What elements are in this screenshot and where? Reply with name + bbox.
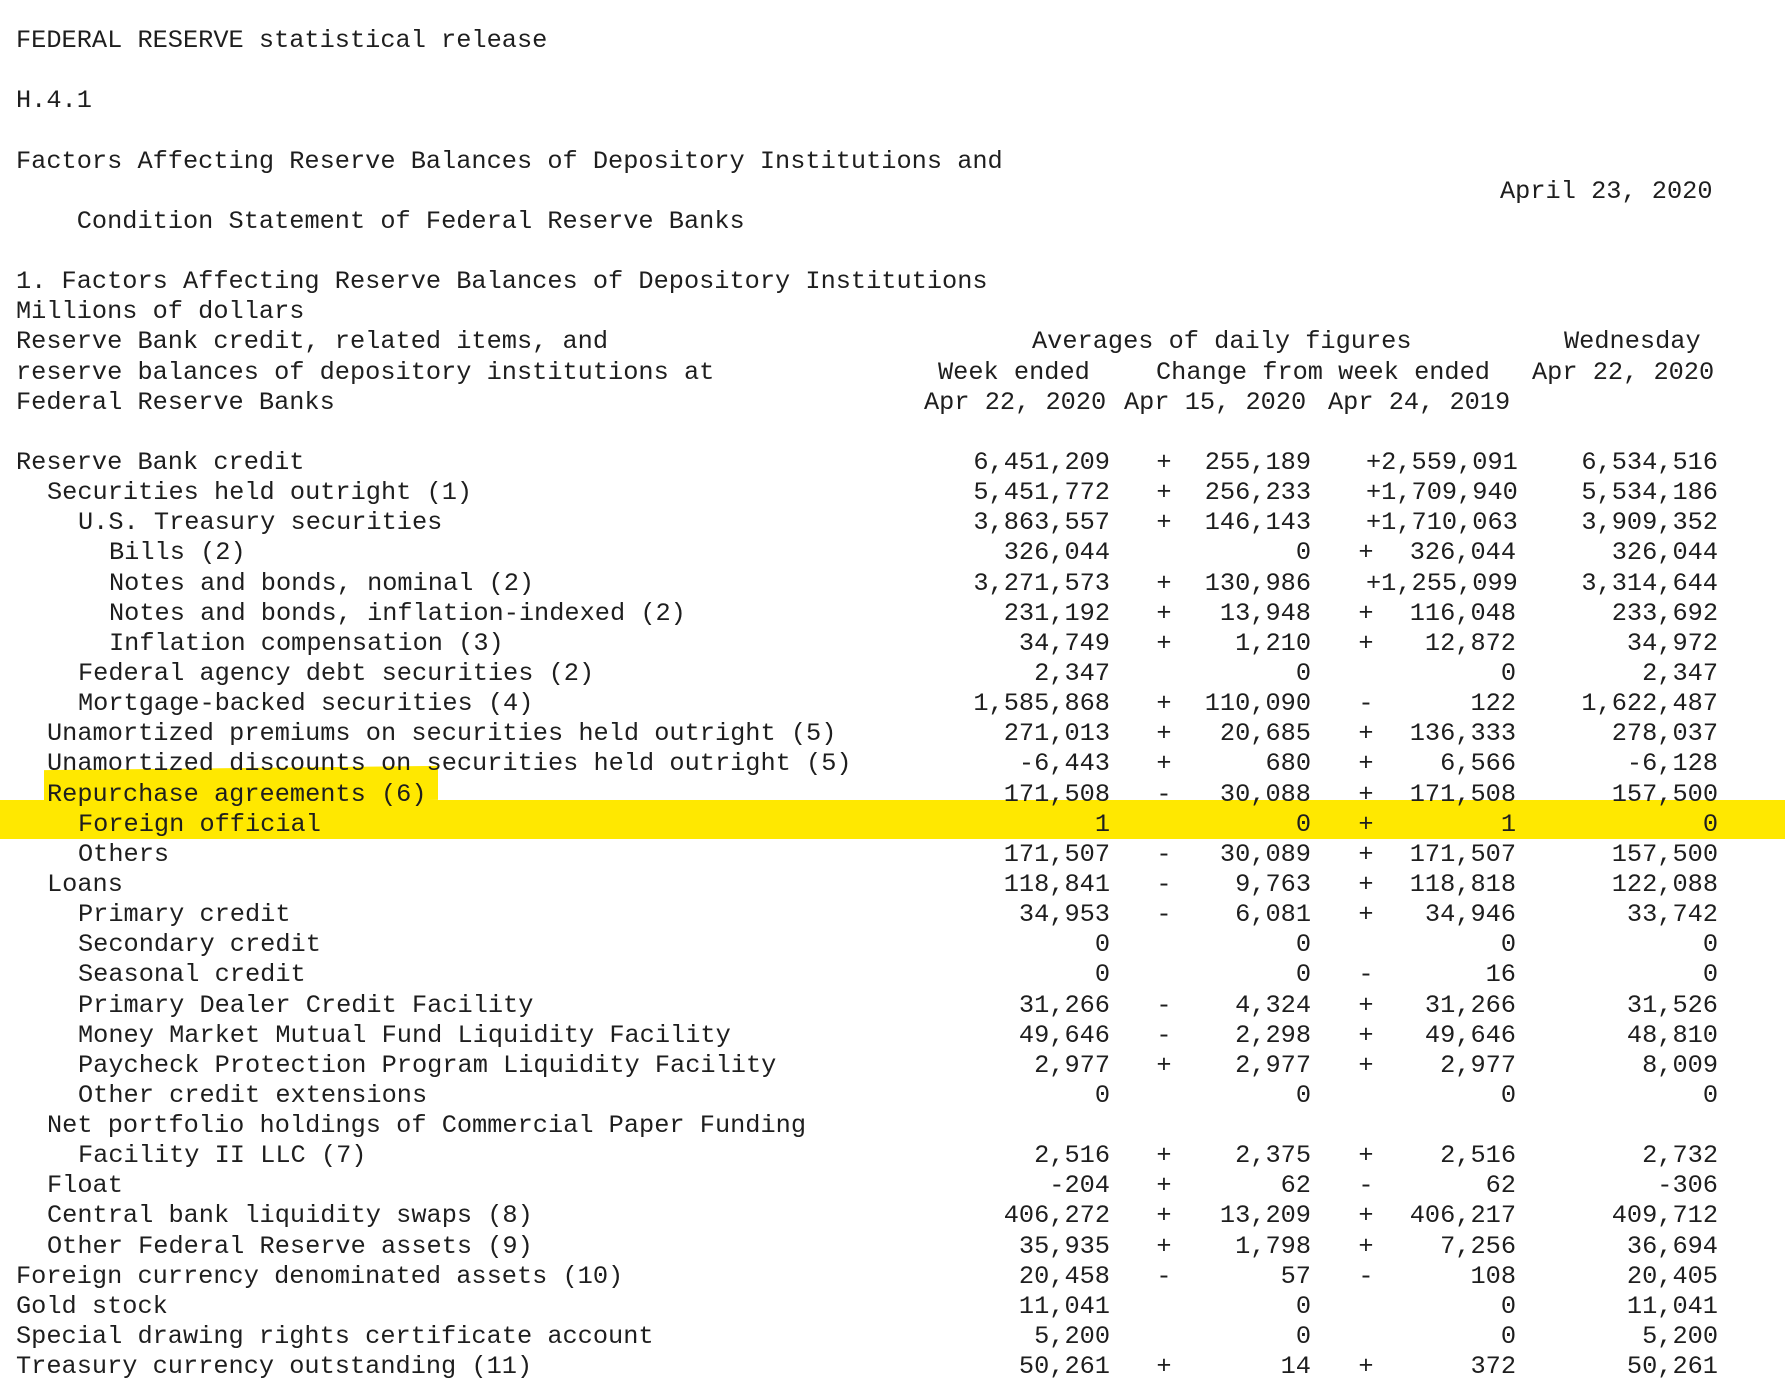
change1-sign: + — [1156, 568, 1172, 598]
change-apr15-value: 4,324 — [1235, 990, 1311, 1020]
change-apr24-2019-value: 0 — [1500, 930, 1516, 960]
table-row — [16, 1201, 1776, 1231]
wednesday-value: 8,009 — [1642, 1050, 1718, 1080]
change1-sign: + — [1156, 478, 1172, 508]
wednesday-value: 0 — [1702, 809, 1718, 839]
table-row — [16, 1322, 1776, 1352]
change-apr24-2019-value: 0 — [1500, 658, 1516, 688]
change-apr15-value: 146,143 — [1204, 508, 1311, 538]
table-row — [16, 960, 1776, 990]
table-row — [16, 749, 1776, 779]
wednesday-value: 31,526 — [1626, 990, 1718, 1020]
change1-sign: - — [1156, 990, 1172, 1020]
release-date: April 23, 2020 — [1500, 176, 1713, 206]
row-label: Special drawing rights certificate account — [16, 1322, 654, 1352]
wednesday-value: 2,347 — [1642, 658, 1718, 688]
change1-sign: + — [1156, 598, 1172, 628]
row-label: Treasury currency outstanding (11) — [16, 1352, 533, 1382]
change-apr24-2019-value: 62 — [1485, 1171, 1516, 1201]
week-average-value: 1,585,868 — [973, 689, 1110, 719]
change1-sign: - — [1156, 1020, 1172, 1050]
table-row — [16, 870, 1776, 900]
change-apr24-2019-value: +1,255,099 — [1366, 568, 1518, 598]
change-apr15-value: 256,233 — [1204, 478, 1311, 508]
change2-sign: + — [1358, 809, 1374, 839]
wednesday-value: 5,200 — [1642, 1322, 1718, 1352]
change2-sign: + — [1358, 990, 1374, 1020]
table-row — [16, 508, 1776, 538]
week-average-value: 3,863,557 — [973, 508, 1110, 538]
change-apr15-value: 2,298 — [1235, 1020, 1311, 1050]
row-label: Facility II LLC (7) — [78, 1141, 367, 1171]
col-week-ended-header: Week ended — [938, 357, 1090, 387]
wednesday-value: 34,972 — [1626, 628, 1718, 658]
change-apr15-value: 0 — [1295, 809, 1311, 839]
change2-sign: + — [1358, 598, 1374, 628]
wednesday-value: 36,694 — [1626, 1231, 1718, 1261]
wednesday-value: 0 — [1702, 960, 1718, 990]
change2-sign: - — [1358, 1261, 1374, 1291]
change-apr24-2019-value: 0 — [1500, 1291, 1516, 1321]
change-apr24-2019-value: 31,266 — [1424, 990, 1516, 1020]
week-average-value: -6,443 — [1018, 749, 1110, 779]
table-row — [16, 840, 1776, 870]
change2-sign: + — [1358, 1201, 1374, 1231]
change-apr15-value: 2,375 — [1235, 1141, 1311, 1171]
change1-sign: + — [1156, 1050, 1172, 1080]
change1-sign: - — [1156, 869, 1172, 899]
change-apr15-value: 9,763 — [1235, 869, 1311, 899]
section-title: 1. Factors Affecting Reserve Balances of Depository Institutions — [16, 267, 988, 297]
wednesday-value: 48,810 — [1626, 1020, 1718, 1050]
wednesday-value: 157,500 — [1611, 779, 1718, 809]
change-apr24-2019-value: 326,044 — [1409, 538, 1516, 568]
change-apr24-2019-value: 2,516 — [1440, 1141, 1516, 1171]
row-label: Foreign currency denominated assets (10) — [16, 1261, 624, 1291]
change-apr15-value: 62 — [1280, 1171, 1311, 1201]
wednesday-value: 50,261 — [1626, 1352, 1718, 1382]
row-label: Gold stock — [16, 1291, 168, 1321]
row-label: Inflation compensation (3) — [109, 628, 504, 658]
row-label: Primary Dealer Credit Facility — [78, 990, 534, 1020]
change2-sign: + — [1358, 779, 1374, 809]
table-row — [16, 1352, 1776, 1382]
change-apr24-2019-value: 34,946 — [1424, 900, 1516, 930]
change-apr24-2019-value: 171,507 — [1409, 839, 1516, 869]
change-apr15-value: 110,090 — [1204, 689, 1311, 719]
stub-header-line1: Reserve Bank credit, related items, and — [16, 327, 609, 357]
row-label: Others — [78, 839, 170, 869]
table-row — [16, 689, 1776, 719]
change2-sign: + — [1358, 1050, 1374, 1080]
week-average-value: 2,977 — [1034, 1050, 1110, 1080]
change-apr15-value: 20,685 — [1219, 719, 1311, 749]
week-average-value: 34,953 — [1018, 900, 1110, 930]
wednesday-value: 122,088 — [1611, 869, 1718, 899]
change-apr15-value: 6,081 — [1235, 900, 1311, 930]
week-average-value: 2,516 — [1034, 1141, 1110, 1171]
week-average-value: 49,646 — [1018, 1020, 1110, 1050]
wednesday-value: 0 — [1702, 930, 1718, 960]
change-apr15-value: 0 — [1295, 1291, 1311, 1321]
row-label: Money Market Mutual Fund Liquidity Facility — [78, 1020, 731, 1050]
table-row — [16, 448, 1776, 478]
row-label: Primary credit — [78, 900, 291, 930]
change-apr15-value: 57 — [1280, 1261, 1311, 1291]
change-apr15-value: 1,798 — [1235, 1231, 1311, 1261]
row-label: Notes and bonds, nominal (2) — [109, 568, 535, 598]
table-row — [16, 538, 1776, 568]
change-apr24-2019-value: +2,559,091 — [1366, 447, 1518, 477]
row-label: Mortgage-backed securities (4) — [78, 689, 534, 719]
row-label: Foreign official — [78, 809, 321, 839]
change-apr24-2019-value: 171,508 — [1409, 779, 1516, 809]
change-apr15-value: 680 — [1265, 749, 1311, 779]
row-label: Securities held outright (1) — [47, 478, 473, 508]
week-average-value: -204 — [1049, 1171, 1110, 1201]
change-apr15-value: 0 — [1295, 658, 1311, 688]
change-apr15-value: 0 — [1295, 1080, 1311, 1110]
week-average-value: 118,841 — [1003, 869, 1110, 899]
week-average-value: 2,347 — [1034, 658, 1110, 688]
wednesday-value: 11,041 — [1626, 1291, 1718, 1321]
row-label: Net portfolio holdings of Commercial Paper Funding — [47, 1111, 807, 1141]
table-row — [16, 1111, 1776, 1141]
change1-sign: + — [1156, 689, 1172, 719]
change1-sign: + — [1156, 1201, 1172, 1231]
col-change-date2: Apr 24, 2019 — [1328, 387, 1511, 417]
change2-sign: + — [1358, 1231, 1374, 1261]
wednesday-value: 5,534,186 — [1581, 478, 1718, 508]
change-apr15-value: 13,209 — [1219, 1201, 1311, 1231]
change-apr15-value: 255,189 — [1204, 447, 1311, 477]
change1-sign: - — [1156, 779, 1172, 809]
col-change-date1: Apr 15, 2020 — [1124, 387, 1307, 417]
change1-sign: - — [1156, 839, 1172, 869]
week-average-value: 5,451,772 — [973, 478, 1110, 508]
section-units: Millions of dollars — [16, 297, 305, 327]
row-label: Reserve Bank credit — [16, 447, 305, 477]
week-average-value: 0 — [1094, 960, 1110, 990]
row-label: Secondary credit — [78, 930, 321, 960]
table-row — [16, 569, 1776, 599]
week-average-value: 1 — [1094, 809, 1110, 839]
row-label: U.S. Treasury securities — [78, 508, 443, 538]
week-average-value: 20,458 — [1018, 1261, 1110, 1291]
change-apr24-2019-value: 2,977 — [1440, 1050, 1516, 1080]
change-apr15-value: 2,977 — [1235, 1050, 1311, 1080]
change-apr15-value: 14 — [1280, 1352, 1311, 1382]
table-row — [16, 719, 1776, 749]
row-label: Central bank liquidity swaps (8) — [47, 1201, 533, 1231]
row-label: Bills (2) — [109, 538, 246, 568]
change-apr24-2019-value: +1,710,063 — [1366, 508, 1518, 538]
wednesday-value: -306 — [1657, 1171, 1718, 1201]
row-label: Paycheck Protection Program Liquidity Facility — [78, 1050, 777, 1080]
col-change-header: Change from week ended — [1156, 357, 1490, 387]
week-average-value: 406,272 — [1003, 1201, 1110, 1231]
wednesday-value: 0 — [1702, 1080, 1718, 1110]
week-average-value: 11,041 — [1018, 1291, 1110, 1321]
change2-sign: + — [1358, 1141, 1374, 1171]
change1-sign: - — [1156, 900, 1172, 930]
change-apr15-value: 30,089 — [1219, 839, 1311, 869]
release-title-line2 — [16, 176, 1776, 236]
week-average-value: 171,507 — [1003, 839, 1110, 869]
wednesday-value: 33,742 — [1626, 900, 1718, 930]
table-row — [16, 1021, 1776, 1051]
table-row — [16, 810, 1776, 840]
wednesday-value: 1,622,487 — [1581, 689, 1718, 719]
wednesday-value: 2,732 — [1642, 1141, 1718, 1171]
table-row — [16, 1262, 1776, 1292]
week-average-value: 35,935 — [1018, 1231, 1110, 1261]
wednesday-value: 3,314,644 — [1581, 568, 1718, 598]
change2-sign: + — [1358, 538, 1374, 568]
week-average-value: 271,013 — [1003, 719, 1110, 749]
change1-sign: + — [1156, 447, 1172, 477]
week-average-value: 3,271,573 — [973, 568, 1110, 598]
week-average-value: 0 — [1094, 1080, 1110, 1110]
change-apr15-value: 0 — [1295, 1322, 1311, 1352]
stub-header-line3: Federal Reserve Banks — [16, 387, 335, 417]
release-title-line1: Factors Affecting Reserve Balances of Depository Institutions and — [16, 146, 1003, 176]
change1-sign: + — [1156, 749, 1172, 779]
row-label: Other credit extensions — [78, 1080, 428, 1110]
row-label: Loans — [47, 869, 123, 899]
change2-sign: + — [1358, 1020, 1374, 1050]
change2-sign: - — [1358, 1171, 1374, 1201]
change2-sign: + — [1358, 719, 1374, 749]
release-document — [16, 26, 1776, 1382]
table-row — [16, 599, 1776, 629]
table-row — [16, 659, 1776, 689]
change2-sign: + — [1358, 749, 1374, 779]
table-row — [16, 1292, 1776, 1322]
week-average-value: 50,261 — [1018, 1352, 1110, 1382]
col-wednesday-header: Wednesday — [1564, 327, 1701, 357]
table-row — [16, 900, 1776, 930]
wednesday-value: 409,712 — [1611, 1201, 1718, 1231]
row-label: Federal agency debt securities (2) — [78, 658, 595, 688]
change1-sign: - — [1156, 1261, 1172, 1291]
change2-sign: + — [1358, 839, 1374, 869]
row-label: Repurchase agreements (6) — [47, 779, 427, 809]
table-row — [16, 1171, 1776, 1201]
change2-sign: - — [1358, 960, 1374, 990]
change-apr24-2019-value: 49,646 — [1424, 1020, 1516, 1050]
week-average-value: 171,508 — [1003, 779, 1110, 809]
change-apr24-2019-value: 118,818 — [1409, 869, 1516, 899]
change1-sign: + — [1156, 628, 1172, 658]
column-header-row3 — [16, 388, 1776, 418]
col-wednesday-date: Apr 22, 2020 — [1532, 357, 1715, 387]
change1-sign: + — [1156, 1352, 1172, 1382]
release-name: FEDERAL RESERVE statistical release — [16, 26, 548, 55]
wednesday-value: 278,037 — [1611, 719, 1718, 749]
change-apr24-2019-value: 372 — [1470, 1352, 1516, 1382]
change-apr24-2019-value: 108 — [1470, 1261, 1516, 1291]
week-average-value: 34,749 — [1018, 628, 1110, 658]
change-apr24-2019-value: 7,256 — [1440, 1231, 1516, 1261]
wednesday-value: -6,128 — [1626, 749, 1718, 779]
col-group-header: Averages of daily figures — [1032, 327, 1412, 357]
week-average-value: 6,451,209 — [973, 447, 1110, 477]
change-apr24-2019-value: 122 — [1470, 689, 1516, 719]
change-apr24-2019-value: 0 — [1500, 1080, 1516, 1110]
wednesday-value: 157,500 — [1611, 839, 1718, 869]
week-average-value: 0 — [1094, 930, 1110, 960]
row-label: Unamortized premiums on securities held outright (5) — [47, 719, 837, 749]
week-average-value: 231,192 — [1003, 598, 1110, 628]
change-apr24-2019-value: 136,333 — [1409, 719, 1516, 749]
wednesday-value: 326,044 — [1611, 538, 1718, 568]
release-code: H.4.1 — [16, 86, 92, 116]
change-apr15-value: 0 — [1295, 538, 1311, 568]
change1-sign: + — [1156, 1231, 1172, 1261]
change2-sign: + — [1358, 900, 1374, 930]
week-average-value: 5,200 — [1034, 1322, 1110, 1352]
column-header-row1 — [16, 327, 1776, 357]
change-apr15-value: 13,948 — [1219, 598, 1311, 628]
wednesday-value: 3,909,352 — [1581, 508, 1718, 538]
change-apr15-value: 0 — [1295, 960, 1311, 990]
row-label: Unamortized discounts on securities held outright (5) — [47, 749, 852, 779]
table-row — [16, 780, 1776, 810]
change2-sign: + — [1358, 628, 1374, 658]
col-week-date: Apr 22, 2020 — [924, 387, 1107, 417]
change-apr24-2019-value: 16 — [1485, 960, 1516, 990]
stub-header-line2: reserve balances of depository institutions at — [16, 357, 715, 387]
change-apr24-2019-value: 406,217 — [1409, 1201, 1516, 1231]
change1-sign: + — [1156, 1141, 1172, 1171]
table-row — [16, 629, 1776, 659]
table-row — [16, 478, 1776, 508]
table-row — [16, 1141, 1776, 1171]
wednesday-value: 20,405 — [1626, 1261, 1718, 1291]
change-apr24-2019-value: 1 — [1500, 809, 1516, 839]
release-title-line2-text: Condition Statement of Federal Reserve Banks — [76, 206, 745, 236]
row-label: Seasonal credit — [78, 960, 306, 990]
change1-sign: + — [1156, 719, 1172, 749]
wednesday-value: 6,534,516 — [1581, 447, 1718, 477]
change2-sign: + — [1358, 869, 1374, 899]
row-label: Other Federal Reserve assets (9) — [47, 1231, 533, 1261]
table-row — [16, 991, 1776, 1021]
change1-sign: + — [1156, 508, 1172, 538]
change-apr15-value: 30,088 — [1219, 779, 1311, 809]
table-row — [16, 930, 1776, 960]
table-row — [16, 1081, 1776, 1111]
week-average-value: 326,044 — [1003, 538, 1110, 568]
change1-sign: + — [1156, 1171, 1172, 1201]
change-apr15-value: 1,210 — [1235, 628, 1311, 658]
row-label: Notes and bonds, inflation-indexed (2) — [109, 598, 686, 628]
week-average-value: 31,266 — [1018, 990, 1110, 1020]
table-row — [16, 1051, 1776, 1081]
table-row — [16, 1232, 1776, 1262]
change-apr24-2019-value: +1,709,940 — [1366, 478, 1518, 508]
change-apr24-2019-value: 6,566 — [1440, 749, 1516, 779]
change2-sign: - — [1358, 689, 1374, 719]
data-table — [16, 448, 1776, 1382]
change-apr24-2019-value: 12,872 — [1424, 628, 1516, 658]
row-label: Float — [47, 1171, 123, 1201]
change2-sign: + — [1358, 1352, 1374, 1382]
wednesday-value: 233,692 — [1611, 598, 1718, 628]
change-apr24-2019-value: 0 — [1500, 1322, 1516, 1352]
column-header-row2 — [16, 358, 1776, 388]
change-apr15-value: 130,986 — [1204, 568, 1311, 598]
change-apr15-value: 0 — [1295, 930, 1311, 960]
change-apr24-2019-value: 116,048 — [1409, 598, 1516, 628]
